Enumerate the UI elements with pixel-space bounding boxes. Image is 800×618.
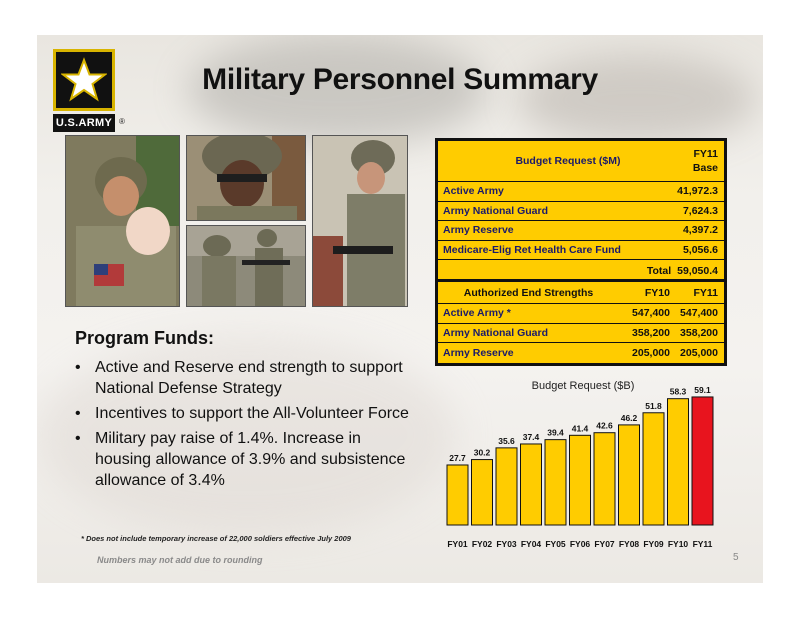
strength-row-label: Active Army * (443, 307, 511, 320)
budget-total-value: 59,050.4 (677, 265, 718, 277)
chart-bar-fy01 (447, 465, 468, 525)
budget-row (438, 182, 724, 202)
chart-bar-fy10 (668, 399, 689, 525)
program-funds (75, 328, 415, 495)
strength-header-fy11: FY11 (693, 286, 718, 299)
chart-category-label: FY10 (667, 539, 689, 549)
strength-row-fy10: 358,200 (632, 326, 670, 339)
bullet-text: Incentives to support the All-Volunteer Force (95, 405, 409, 422)
logo-trademark: ® (119, 117, 125, 126)
program-heading: Program Funds: (75, 328, 215, 348)
chart-bar-fy03 (496, 448, 517, 525)
chart-bar-fy07 (594, 433, 615, 525)
budget-table-header (438, 141, 724, 182)
chart-value-label: 42.6 (596, 420, 613, 431)
chart-category-label: FY02 (471, 539, 493, 549)
chart-category-label: FY09 (643, 539, 664, 549)
strength-row-label: Army Reserve (443, 346, 514, 359)
strength-row-fy11: 547,400 (680, 307, 718, 320)
budget-header-label: Budget Request ($M) (515, 155, 621, 167)
strength-row-fy11: 205,000 (680, 346, 718, 359)
chart-bar-fy09 (643, 413, 664, 525)
photo-soldier-with-baby (65, 135, 180, 307)
budget-row-value: 4,397.2 (682, 224, 718, 237)
chart-value-label: 27.7 (449, 452, 466, 463)
chart-value-label: 37.4 (522, 431, 540, 442)
rounding-note: Numbers may not add due to rounding (97, 555, 263, 565)
chart-bar-fy11 (692, 397, 713, 525)
chart-category-label: FY05 (545, 539, 566, 549)
logo-wordmark: U.S.ARMY (53, 114, 115, 132)
strength-header-fy10: FY10 (644, 286, 670, 299)
budget-header-year: FY11 (693, 148, 718, 160)
bullet-icon: • (75, 359, 81, 376)
strength-row-fy10: 205,000 (632, 346, 670, 359)
page-number: 5 (733, 552, 739, 563)
strength-row-fy10: 547,400 (632, 307, 670, 320)
chart-bar-fy02 (472, 460, 493, 525)
list-item (75, 428, 415, 491)
budget-header-sub: Base (692, 162, 718, 174)
strength-row (438, 324, 724, 344)
chart-bar-fy08 (619, 425, 640, 525)
footnote: * Does not include temporary increase of 22,000 soldiers effective July 2009 (81, 534, 351, 543)
chart-bar-fy05 (545, 440, 566, 525)
chart-value-label: 35.6 (498, 435, 515, 446)
budget-row (438, 221, 724, 241)
budget-row (438, 241, 724, 261)
strength-row-label: Army National Guard (443, 326, 549, 339)
strength-row (438, 304, 724, 324)
list-item (75, 403, 415, 424)
budget-row-label: Medicare-Elig Ret Health Care Fund (443, 243, 621, 256)
photo-soldier-armed (312, 135, 408, 307)
chart-bar-fy06 (570, 435, 591, 525)
chart-value-label: 39.4 (547, 427, 564, 438)
budget-bar-chart (441, 375, 731, 555)
budget-row (438, 202, 724, 222)
strength-row-fy11: 358,200 (680, 326, 718, 339)
chart-bars (447, 397, 713, 525)
chart-category-label: FY07 (594, 539, 615, 549)
photo-soldier-portrait (186, 135, 306, 221)
chart-value-label: 41.4 (571, 423, 589, 434)
budget-row-value: 5,056.6 (682, 243, 718, 256)
chart-value-label: 59.1 (694, 384, 711, 395)
strength-row (438, 343, 724, 363)
budget-row-value: 7,624.3 (682, 204, 718, 217)
bullet-icon: • (75, 430, 81, 447)
chart-category-label: FY11 (692, 539, 713, 549)
chart-category-label: FY06 (569, 539, 591, 549)
strength-header-label: Authorized End Strengths (463, 286, 594, 299)
budget-row-label: Army Reserve (443, 224, 514, 237)
chart-value-label: 51.8 (645, 400, 662, 411)
bullet-icon: • (75, 405, 81, 422)
chart-x-labels (447, 539, 712, 549)
chart-title: Budget Request ($B) (531, 380, 635, 392)
budget-row-label: Army National Guard (443, 204, 549, 217)
budget-header-col (693, 147, 724, 175)
chart-category-label: FY01 (447, 539, 468, 549)
chart-value-label: 58.3 (669, 386, 687, 397)
budget-total-label: Total (646, 265, 672, 277)
budget-row-label: Active Army (443, 185, 504, 198)
chart-category-label: FY04 (520, 539, 542, 549)
chart-category-label: FY08 (618, 539, 640, 549)
photo-soldiers-patrol (186, 225, 306, 307)
chart-value-label: 30.2 (473, 447, 491, 458)
budget-request-table (435, 138, 727, 285)
bullet-text: Active and Reserve end strength to support National Defense Strategy (95, 359, 403, 397)
bullet-text: Military pay raise of 1.4%. Increase in housing allowance of 3.9% and subsistence allowance of 3.4% (95, 430, 406, 489)
budget-row-value: 41,972.3 (677, 185, 718, 198)
slide-title: Military Personnel Summary (202, 63, 598, 96)
chart-bar-fy04 (521, 444, 542, 525)
chart-category-label: FY03 (496, 539, 517, 549)
slide (37, 35, 763, 583)
chart-value-label: 46.2 (620, 412, 638, 423)
list-item (75, 357, 415, 399)
strength-table-header (438, 282, 724, 304)
end-strength-table (435, 279, 727, 366)
